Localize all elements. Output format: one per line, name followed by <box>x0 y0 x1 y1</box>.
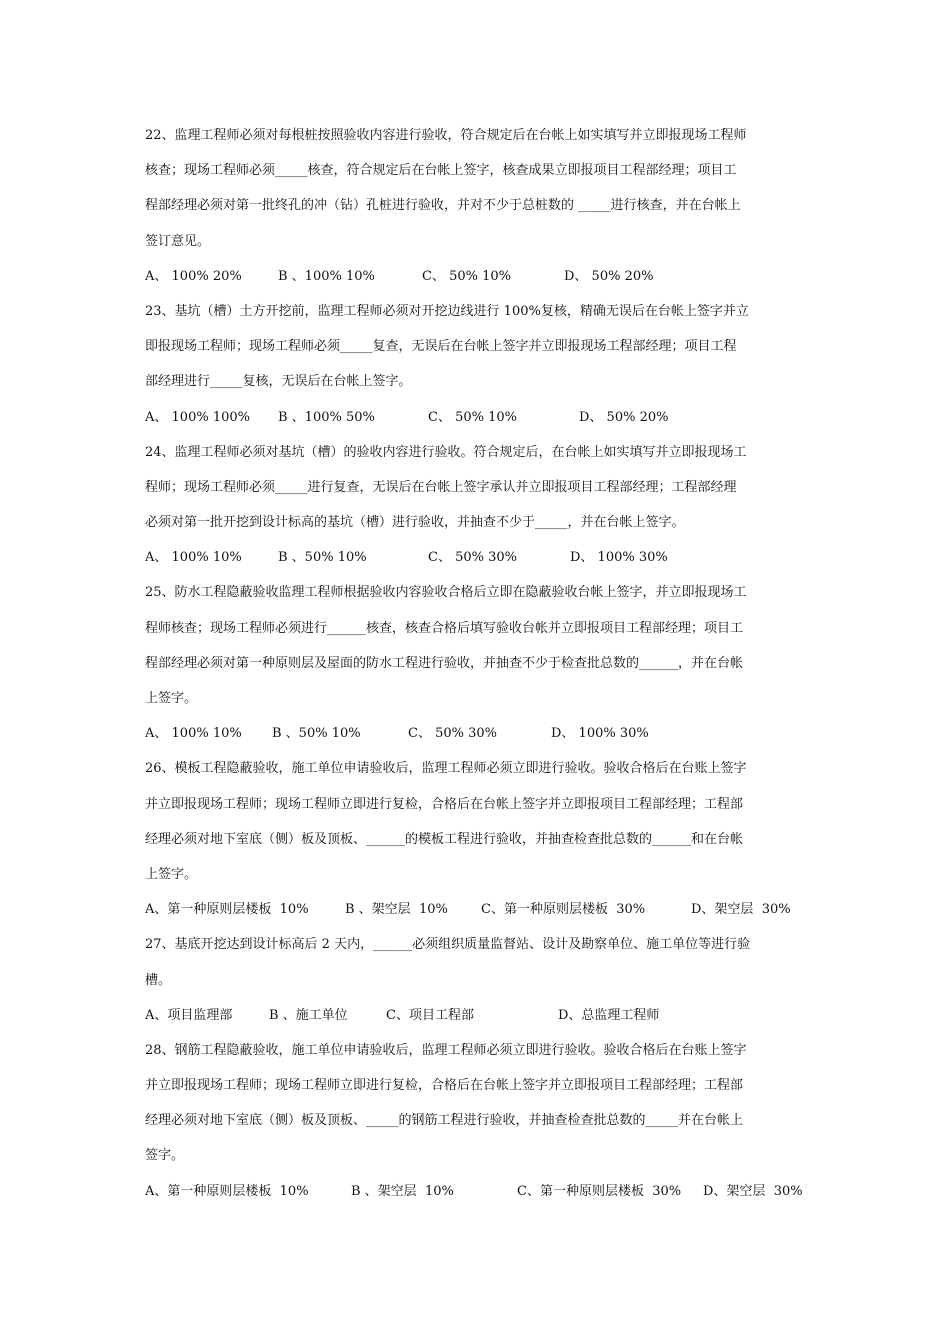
answer-options <box>145 540 810 575</box>
option-b: B 、架空层 10% <box>351 1183 454 1199</box>
option-d: D、 100% 30% <box>570 550 668 566</box>
answer-options <box>145 998 810 1033</box>
option-d: D、 50% 20% <box>579 409 669 425</box>
question-text-line: 经理必须对地下室底（侧）板及顶板、_____的钢筋工程进行验收，并抽查检查批总数的_____并在台帐上 <box>145 1113 744 1129</box>
answer-options <box>145 716 810 751</box>
question-text-line: 签字。 <box>145 1148 185 1164</box>
document-page <box>145 118 810 1209</box>
option-d: D、总监理工程师 <box>558 1007 660 1023</box>
question-text-line: 部经理进行_____复核，无误后在台帐上签字。 <box>145 374 412 390</box>
option-b: B 、50% 10% <box>278 550 367 566</box>
option-c: C、第一种原则层楼板 30% <box>481 902 646 918</box>
question-27 <box>145 927 810 1033</box>
question-text-line: 经理必须对地下室底（侧）板及顶板、______的模板工程进行验收，并抽查检查批总数的______和在台帐 <box>145 831 744 847</box>
question-text-line: 25、防水工程隐蔽验收监理工程师根据验收内容验收合格后立即在隐蔽验收台帐上签字，并立即报现场工 <box>145 585 747 601</box>
question-text-line: 必须对第一批开挖到设计标高的基坑（槽）进行验收，并抽查不少于_____，并在台帐上签字。 <box>145 515 685 531</box>
option-b: B 、50% 10% <box>272 726 361 742</box>
option-a: A、 100% 20% <box>145 268 242 284</box>
option-d: D、架空层 30% <box>691 902 791 918</box>
option-a: A、第一种原则层楼板 10% <box>145 902 309 918</box>
question-text-line: 程师；现场工程师必须_____进行复查，无误后在台帐上签字承认并立即报项目工程部经理；工程部经理 <box>145 479 737 495</box>
question-text-line: 上签字。 <box>145 866 198 882</box>
question-text-line: 并立即报现场工程师；现场工程师立即进行复检，合格后在台帐上签字并立即报项目工程部经理；工程部 <box>145 796 744 812</box>
question-23 <box>145 294 810 435</box>
option-a: A、 100% 100% <box>145 409 250 425</box>
question-text-line: 上签字。 <box>145 691 198 706</box>
question-24 <box>145 435 810 576</box>
option-d: D、架空层 30% <box>703 1183 803 1199</box>
option-c: C、项目工程部 <box>386 1007 474 1023</box>
answer-options <box>145 400 810 435</box>
option-a: A、 100% 10% <box>145 550 242 566</box>
answer-options <box>145 1174 810 1209</box>
question-26 <box>145 751 810 927</box>
option-c: C、 50% 10% <box>428 409 518 425</box>
question-text-line: 即报现场工程师；现场工程师必须_____复查，无误后在台帐上签字并立即报现场工程部经理；项目工程 <box>145 339 737 355</box>
option-b: B 、架空层 10% <box>345 902 448 918</box>
option-d: D、 50% 20% <box>564 268 654 284</box>
question-text-line: 22、监理工程师必须对每根桩按照验收内容进行验收，符合规定后在台帐上如实填写并立即报现场工程师 <box>145 128 747 143</box>
option-b: B 、施工单位 <box>269 1007 348 1023</box>
question-text-line: 槽。 <box>145 972 172 988</box>
answer-options <box>145 892 810 927</box>
option-b: B 、100% 10% <box>278 268 375 284</box>
answer-options <box>145 259 810 294</box>
option-d: D、 100% 30% <box>551 726 649 742</box>
option-a: A、项目监理部 <box>145 1007 233 1023</box>
option-c: C、 50% 30% <box>408 726 498 742</box>
question-text-line: 24、监理工程师必须对基坑（槽）的验收内容进行验收。符合规定后，在台帐上如实填写并立即报现场工 <box>145 444 747 460</box>
question-text-line: 核查；现场工程师必须_____核查，符合规定后在台帐上签字，核查成果立即报项目工程部经理；项目工 <box>145 163 737 179</box>
question-text-line: 23、基坑（槽）土方开挖前，监理工程师必须对开挖边线进行 100%复核，精确无误后在台帐上签字并立 <box>145 303 749 319</box>
question-text-line: 签订意见。 <box>145 233 211 249</box>
option-c: C、 50% 30% <box>428 550 518 566</box>
option-a: A、第一种原则层楼板 10% <box>145 1183 309 1199</box>
option-a: A、 100% 10% <box>145 726 242 742</box>
option-c: C、第一种原则层楼板 30% <box>517 1183 682 1199</box>
question-text-line: 程部经理必须对第一种原则层及屋面的防水工程进行验收，并抽查不少于检查批总数的______，并在台帐 <box>145 655 744 671</box>
question-22 <box>145 118 810 294</box>
question-28 <box>145 1033 810 1209</box>
option-b: B 、100% 50% <box>278 409 375 425</box>
question-text-line: 26、模板工程隐蔽验收，施工单位申请验收后，监理工程师必须立即进行验收。验收合格后在台账上签字 <box>145 761 747 777</box>
question-25 <box>145 575 810 751</box>
question-text-line: 程师核查；现场工程师必须进行______核查，核查合格后填写验收台帐并立即报项目工程部经理；项目工 <box>145 620 744 636</box>
question-text-line: 并立即报现场工程师；现场工程师立即进行复检，合格后在台帐上签字并立即报项目工程部经理；工程部 <box>145 1078 744 1094</box>
question-text-line: 28、钢筋工程隐蔽验收，施工单位申请验收后，监理工程师必须立即进行验收。验收合格后在台账上签字 <box>145 1042 747 1058</box>
option-c: C、 50% 10% <box>422 268 512 284</box>
question-text-line: 27、基底开挖达到设计标高后 2 天内，______必须组织质量监督站、设计及勘察单位、施工单位等进行验 <box>145 937 751 953</box>
question-text-line: 程部经理必须对第一批终孔的冲（钻）孔桩进行验收，并对不少于总桩数的 _____进行核查，并在台帐上 <box>145 198 741 214</box>
